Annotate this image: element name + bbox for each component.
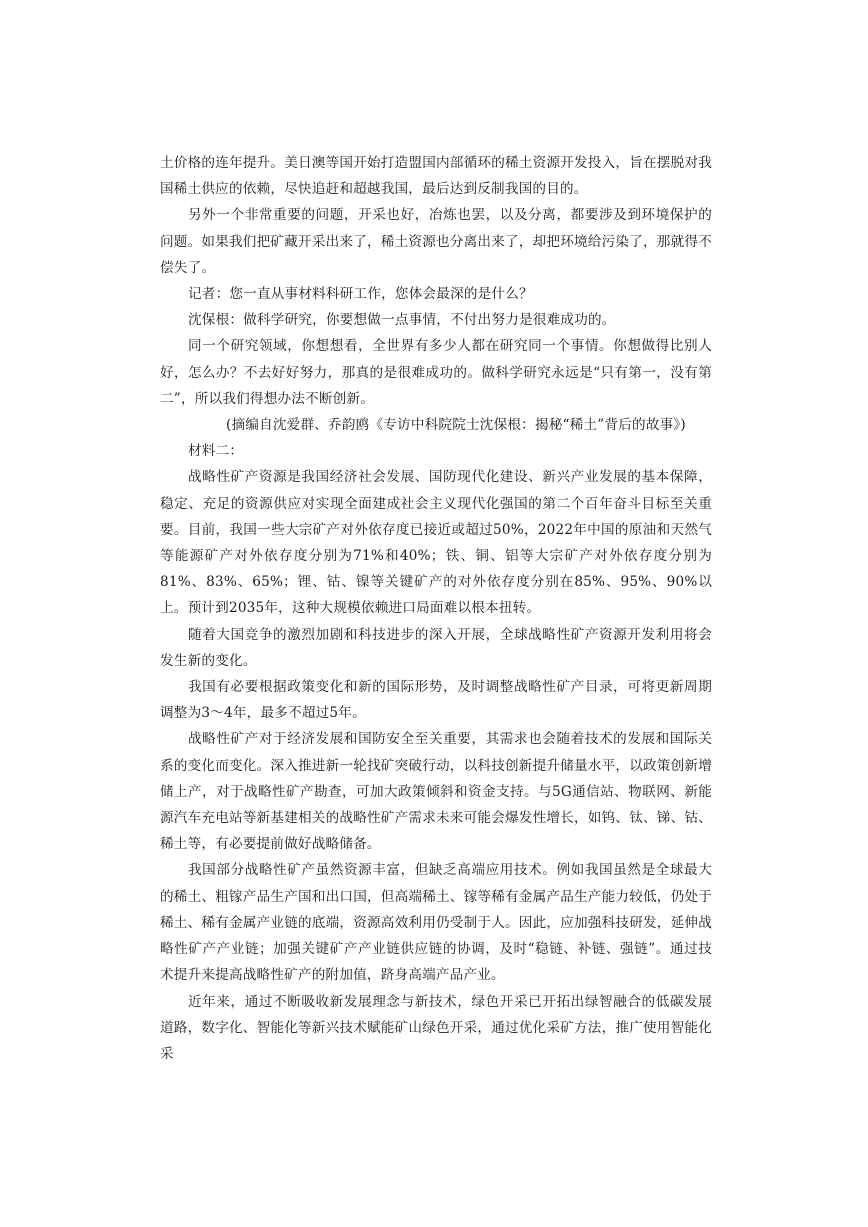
paragraph: 战略性矿产对于经济发展和国防安全至关重要，其需求也会随着技术的发展和国际关系的变化而变化。深入推进新一轮找矿突破行动，以科技创新提升储量水平，以政策创新增储上产，对于战略性矿产勘查，可加大政策倾斜和资金支持。与5G通信站、物联网、新能源汽车充电站等新基建相关的战略性矿产需求未来可能会爆发性增长，如钨、钛、锑、钴、稀土等，有必要提前做好战略储备。 <box>160 731 712 853</box>
document-page <box>160 150 712 1067</box>
paragraph: 同一个研究领域，你想想看，全世界有多少人都在研究同一个事情。你想做得比别人好，怎么办？不去好好努力，那真的是很难成功的。做科学研究永远是“只有第一，没有第二”，所以我们得想办法不断创新。 <box>160 338 712 407</box>
section-label: 材料二： <box>188 443 244 460</box>
interview-answer: 沈保根：做科学研究，你要想做一点事情，不付出努力是很难成功的。 <box>188 312 616 329</box>
source-citation: (摘编自沈爱群、乔韵鸥《专访中科院院士沈保根：揭秘“稀土”背后的故事》) <box>226 417 686 434</box>
paragraph: 随着大国竞争的激烈加剧和科技进步的深入开展，全球战略性矿产资源开发利用将会发生新的变化。 <box>160 626 712 669</box>
paragraph: 我国有必要根据政策变化和新的国际形势，及时调整战略性矿产目录，可将更新周期调整为3～4年，最多不超过5年。 <box>160 679 712 722</box>
paragraph: 近年来，通过不断吸收新发展理念与新技术，绿色开采已开拓出绿智融合的低碳发展道路，数字化、智能化等新兴技术赋能矿山绿色开采，通过优化采矿方法，推广使用智能化采 <box>160 993 712 1062</box>
paragraph: 土价格的连年提升。美日澳等国开始打造盟国内部循环的稀土资源开发投入，旨在摆脱对我国稀土供应的依赖，尽快追赶和超越我国，最后达到反制我国的目的。 <box>160 155 712 198</box>
paragraph: 我国部分战略性矿产虽然资源丰富，但缺乏高端应用技术。例如我国虽然是全球最大的稀土、粗镓产品生产国和出口国，但高端稀土、镓等稀有金属产品生产能力较低，仍处于稀土、稀有金属产业链的底端，资源高效利用仍受制于人。因此，应加强科技研发，延伸战略性矿产产业链；加强关键矿产产业链供应链的协调，及时“稳链、补链、强链”。通过技术提升来提高战略性矿产的附加值，跻身高端产品产业。 <box>160 862 712 984</box>
interview-question: 记者：您一直从事材料科研工作，您体会最深的是什么？ <box>188 286 533 303</box>
paragraph: 战略性矿产资源是我国经济社会发展、国防现代化建设、新兴产业发展的基本保障，稳定、充足的资源供应对实现全面建成社会主义现代化强国的第二个百年奋斗目标至关重要。目前，我国一些大宗矿产对外依存度已接近或超过50%，2022年中国的原油和天然气等能源矿产对外依存度分别为71%和40%；铁、铜、铝等大宗矿产对外依存度分别为81%、83%、65%；锂、钴、镍等关键矿产的对外依存度分别在85%、95%、90%以上。预计到2035年，这种大规模依赖进口局面难以根本扭转。 <box>160 469 712 617</box>
paragraph: 另外一个非常重要的问题，开采也好，冶炼也罢，以及分离，都要涉及到环境保护的问题。如果我们把矿藏开采出来了，稀土资源也分离出来了，却把环境给污染了，那就得不偿失了。 <box>160 207 712 276</box>
